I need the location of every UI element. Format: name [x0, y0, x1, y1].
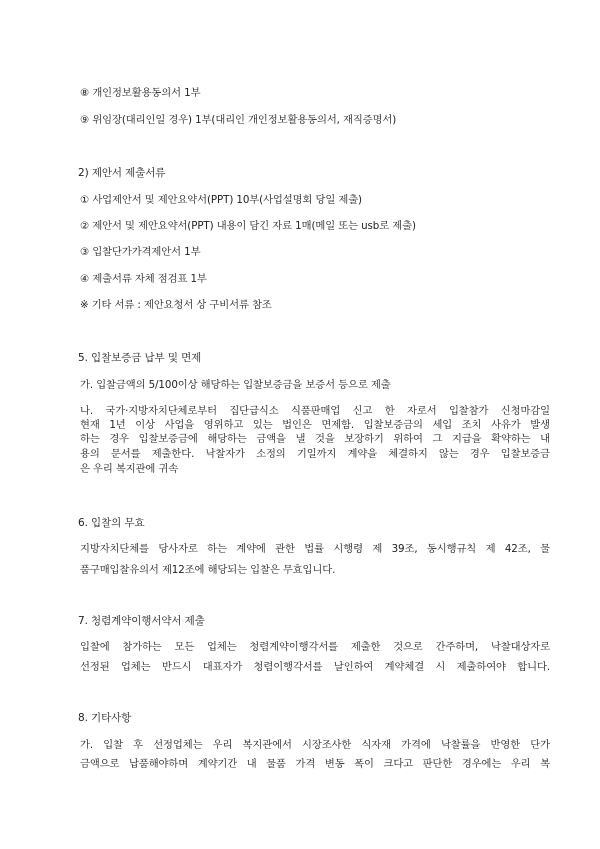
paragraph-line-1: 입찰에 참가하는 모든 업체는 청렴계약이행각서를 제출한 것으로 간주하며, 낙찰대상자로	[80, 641, 550, 653]
list-item-4	[80, 272, 207, 286]
section-heading-integrity-pledge: 7. 청렴계약이행서약서 제출	[78, 615, 205, 627]
paragraph-line-2: 품구매입찰유의서 제12조에 해당되는 입찰은 무효입니다.	[80, 564, 336, 576]
paragraph-na-line-2: 현재 1년 이상 사업을 영위하고 있는 법인은 면제함. 입찰보증금의 세입 조치 사유가 발생	[80, 419, 550, 431]
item-number: ⑧	[80, 87, 90, 99]
paragraph-na-line-5: 은 우리 복지관에 귀속	[80, 463, 179, 475]
list-item-1	[80, 193, 362, 207]
item-number: ④	[80, 273, 90, 285]
paragraph-na-line-3: 하는 경우 입찰보증금에 해당하는 금액을 낼 것을 보장하기 위하여 그 지급을 확약하는 내	[80, 433, 550, 445]
paragraph-line-2: 금액으로 납품해야하며 계약기간 내 물품 가격 변동 폭이 크다고 판단한 경우에는 우리 복	[80, 758, 550, 770]
paragraph-na-line-4: 용의 문서를 제출한다. 낙찰자가 소정의 기일까지 계약을 체결하지 않는 경우 입찰보증금	[80, 448, 550, 460]
list-item-3	[80, 245, 200, 259]
item-number: ①	[80, 194, 90, 206]
paragraph-ga: 가. 입찰금액의 5/100이상 해당하는 입찰보증금을 보증서 등으로 제출	[80, 379, 391, 391]
item-number: ⑨	[80, 114, 90, 126]
item-text: 위임장(대리인일 경우) 1부(대리인 개인정보활용동의서, 재직증명서)	[92, 114, 397, 126]
paragraph-line-1: 지방자치단체를 당사자로 하는 계약에 관한 법률 시행령 제 39조, 동시행규칙 제 42조, 물	[80, 543, 550, 555]
list-item-9	[80, 113, 396, 127]
section-heading-bid-deposit: 5. 입찰보증금 납부 및 면제	[78, 352, 202, 364]
list-item-2	[80, 219, 416, 233]
item-text: 제출서류 자체 점검표 1부	[92, 273, 207, 285]
section-heading-misc: 8. 기타사항	[78, 712, 132, 724]
item-number: ②	[80, 220, 90, 232]
section-heading-proposal-docs: 2) 제안서 제출서류	[78, 167, 166, 179]
section-heading-bid-invalid: 6. 입찰의 무효	[78, 517, 145, 529]
item-text: 개인정보활용동의서 1부	[92, 87, 201, 99]
paragraph-na-line-1: 나. 국가·지방자치단체로부터 집단급식소 식품판매업 신고 한 자로서 입찰참가 신청마감일	[80, 405, 550, 417]
item-text: 제안서 및 제안요약서(PPT) 내용이 담긴 자료 1매(메일 또는 usb로 제출)	[92, 220, 416, 232]
note-text: ※ 기타 서류 : 제안요청서 상 구비서류 참조	[80, 299, 272, 311]
item-text: 사업제안서 및 제안요약서(PPT) 10부(사업설명회 당일 제출)	[92, 194, 362, 206]
item-number: ③	[80, 246, 90, 258]
item-text: 입찰단가가격제안서 1부	[92, 246, 201, 258]
paragraph-line-2: 선정된 업체는 반드시 대표자가 청렴이행각서를 날인하여 계약체결 시 제출하여야 합니다.	[80, 661, 550, 673]
paragraph-line-1: 가. 입찰 후 선정업체는 우리 복지관에서 시장조사한 식자재 가격에 낙찰률을 반영한 단가	[80, 739, 550, 751]
list-item-8	[80, 86, 200, 100]
